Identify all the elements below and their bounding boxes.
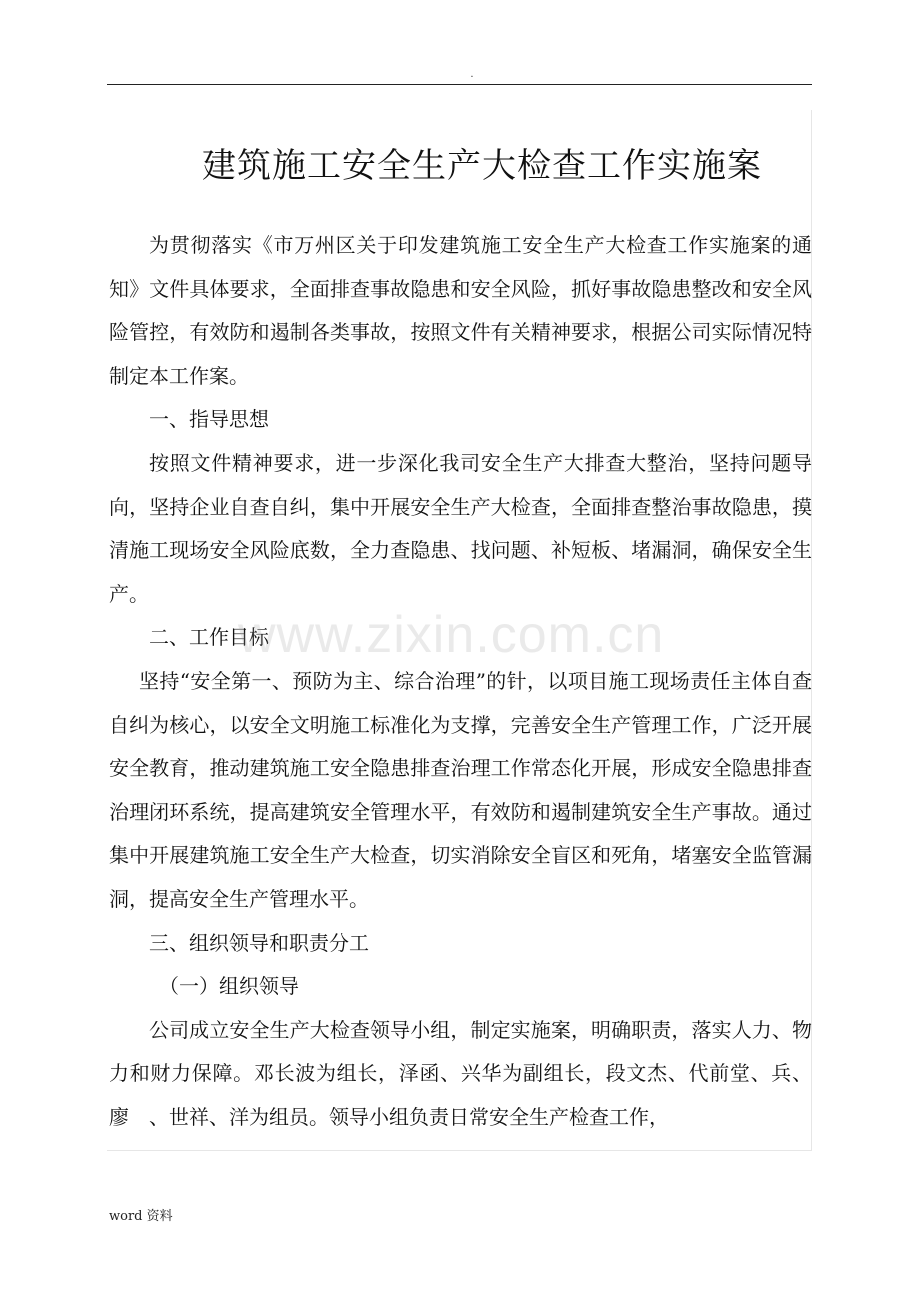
intro-paragraph: 为贯彻落实《市万州区关于印发建筑施工安全生产大检查工作实施案的通知》文件具体要求，全面排查事故隐患和安全风险，抓好事故隐患整改和安全风险管控，有效防和遏制各类事故，按照文件有关精神要求，根据公司实际情况特制定本工作案。 — [109, 233, 812, 388]
footer-label: word 资料 — [109, 1209, 173, 1224]
work-goals-paragraph: 坚持“安全第一、预防为主、综合治理”的针，以项目施工现场责任主体自查自纠为核心，以安全文明施工标准化为支撑，完善安全生产管理工作，广泛开展安全教育，推动建筑施工安全隐患排查治理工作常态化开展，形成安全隐患排查治理闭环系统，提高建筑安全管理水平，有效防和遏制建筑安全生产事故。通过集中开展建筑施工安全生产大检查，切实消除安全盲区和死角，堵塞安全监管漏洞，提高安全生产管理水平。 — [109, 668, 812, 911]
header-rule — [107, 84, 812, 85]
document-body — [109, 224, 812, 1139]
section-heading-organization: 三、组织领导和职责分工 — [149, 930, 369, 955]
leadership-paragraph: 公司成立安全生产大检查领导小组，制定实施案，明确职责，落实人力、物力和财力保障。邓长波为组长，泽函、兴华为副组长，段文杰、代前堂、兵、廖 、世祥、洋为组员。领导小组负责日常安全生产检查工作， — [109, 1017, 812, 1129]
document-title: 建筑施工安全生产大检查工作实施案 — [202, 146, 762, 186]
section-heading-work-goals: 二、工作目标 — [149, 625, 269, 650]
section-heading-guiding-ideology: 一、指导思想 — [149, 407, 269, 432]
page-frame-bottom — [107, 1150, 812, 1151]
watermark-text: www.zixin.com.cn — [238, 606, 665, 664]
guiding-ideology-paragraph: 按照文件精神要求，进一步深化我司安全生产大排查大整治，坚持问题导向，坚持企业自查自纠，集中开展安全生产大检查，全面排查整治事故隐患，摸清施工现场安全风险底数，全力查隐患、找问题、补短板、堵漏洞，确保安全生产。 — [109, 450, 812, 606]
subsection-heading-leadership: （一）组织领导 — [159, 974, 299, 999]
header-mark: . — [470, 69, 474, 80]
